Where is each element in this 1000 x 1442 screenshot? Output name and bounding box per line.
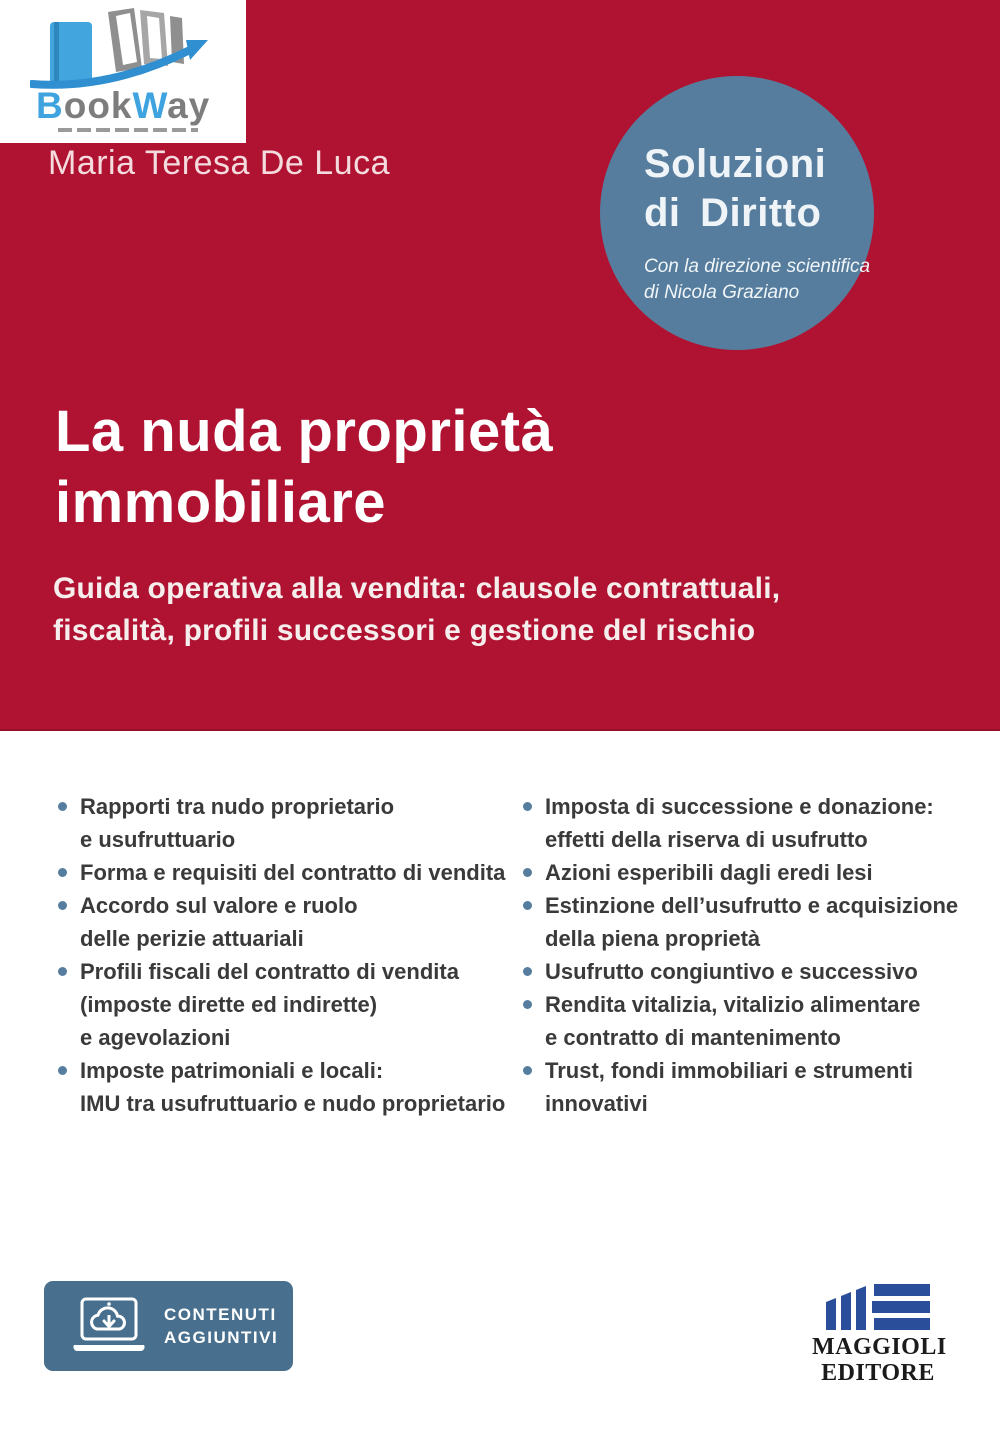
- maggioli-monogram-icon: [826, 1284, 930, 1330]
- additional-contents-label: CONTENUTI AGGIUNTIVI: [164, 1305, 279, 1347]
- bullet-dot-icon: [55, 823, 80, 856]
- laptop-cloud-download-icon: [70, 1297, 148, 1355]
- list-item: e agevolazioni: [55, 1021, 510, 1054]
- list-item: e usufruttuario: [55, 823, 510, 856]
- bullet-dot-icon: [55, 1087, 80, 1120]
- series-title: Soluzioni di Diritto: [644, 142, 827, 235]
- list-item: innovativi: [520, 1087, 980, 1120]
- bullet-dot-icon: [55, 889, 80, 922]
- list-item: Usufrutto congiuntivo e successivo: [520, 955, 980, 988]
- bullet-dot-icon: [520, 922, 545, 955]
- bullet-dot-icon: [520, 1054, 545, 1087]
- publisher-logo: [812, 1284, 947, 1386]
- bullet-dot-icon: [520, 823, 545, 856]
- contents-list-right: [520, 790, 980, 1120]
- bookway-tagline: [58, 128, 198, 132]
- list-item: Imposta di successione e donazione:: [520, 790, 980, 823]
- bullet-dot-icon: [520, 1087, 545, 1120]
- bullet-dot-icon: [55, 988, 80, 1021]
- list-item: Azioni esperibili dagli eredi lesi: [520, 856, 980, 889]
- bullet-dot-icon: [55, 1021, 80, 1054]
- list-item: Estinzione dell’usufrutto e acquisizione: [520, 889, 980, 922]
- list-item: delle perizie attuariali: [55, 922, 510, 955]
- publisher-name: MAGGIOLI EDITORE: [812, 1334, 947, 1386]
- additional-contents-badge: [44, 1281, 293, 1371]
- list-item: Rapporti tra nudo proprietario: [55, 790, 510, 823]
- list-item: Rendita vitalizia, vitalizio alimentare: [520, 988, 980, 1021]
- book-subtitle: Guida operativa alla vendita: clausole contrattuali, fiscalità, profili successori e gestione del rischio: [53, 572, 781, 647]
- list-item: Accordo sul valore e ruolo: [55, 889, 510, 922]
- list-item: Profili fiscali del contratto di vendita: [55, 955, 510, 988]
- list-item: IMU tra usufruttuario e nudo proprietario: [55, 1087, 510, 1120]
- bullet-dot-icon: [520, 856, 545, 889]
- list-item: Imposte patrimoniali e locali:: [55, 1054, 510, 1087]
- bullet-dot-icon: [520, 889, 545, 922]
- author-name: Maria Teresa De Luca: [48, 144, 390, 182]
- bullet-dot-icon: [520, 1021, 545, 1054]
- list-item: della piena proprietà: [520, 922, 980, 955]
- series-badge-circle: [600, 76, 874, 350]
- bullet-dot-icon: [520, 790, 545, 823]
- contents-list-left: [55, 790, 510, 1120]
- bookway-watermark: [0, 0, 246, 143]
- list-item: Trust, fondi immobiliari e strumenti: [520, 1054, 980, 1087]
- bullet-dot-icon: [55, 955, 80, 988]
- bullet-dot-icon: [55, 856, 80, 889]
- bookway-wordmark: BookWay: [36, 85, 211, 126]
- bookway-books-icon: [30, 6, 220, 92]
- list-item: e contratto di mantenimento: [520, 1021, 980, 1054]
- list-item: Forma e requisiti del contratto di vendita: [55, 856, 510, 889]
- list-item: (imposte dirette ed indirette): [55, 988, 510, 1021]
- bullet-dot-icon: [55, 1054, 80, 1087]
- list-item: effetti della riserva di usufrutto: [520, 823, 980, 856]
- series-scientific-direction: Con la direzione scientifica di Nicola Graziano: [644, 256, 871, 303]
- bullet-dot-icon: [55, 922, 80, 955]
- book-title: La nuda proprietà immobiliare: [55, 399, 554, 535]
- bullet-dot-icon: [55, 790, 80, 823]
- bullet-dot-icon: [520, 988, 545, 1021]
- bullet-dot-icon: [520, 955, 545, 988]
